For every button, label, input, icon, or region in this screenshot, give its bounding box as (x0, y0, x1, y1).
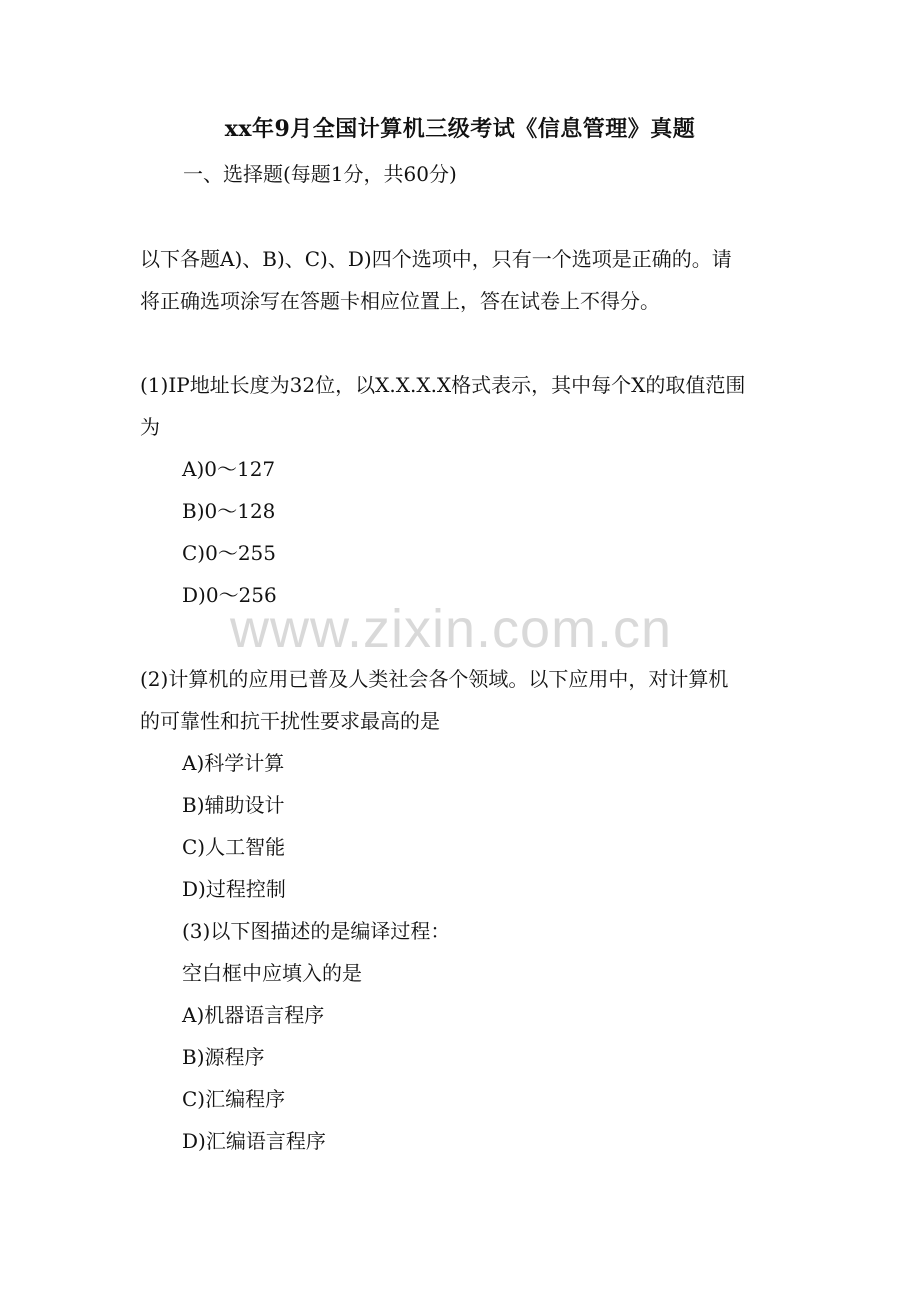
q1-stem-line-2: 为 (140, 415, 160, 439)
q1-stem-line-1: (1)IP地址长度为32位，以X.X.X.X格式表示，其中每个X的取值范围 (140, 373, 746, 397)
section-heading: 一、选择题(每题1分，共60分) (183, 162, 457, 186)
q2-option-d: D)过程控制 (182, 877, 286, 901)
q2-stem-line-2: 的可靠性和抗干扰性要求最高的是 (140, 709, 440, 733)
q3-option-a: A)机器语言程序 (182, 1003, 325, 1027)
q1-option-b: B)0～128 (182, 499, 276, 523)
q3-stem-line-2: 空白框中应填入的是 (182, 961, 362, 985)
q3-option-c: C)汇编程序 (182, 1087, 286, 1111)
q2-stem-line-1: (2)计算机的应用已普及人类社会各个领域。以下应用中，对计算机 (140, 667, 729, 691)
q2-option-a: A)科学计算 (182, 751, 285, 775)
q1-option-d: D)0～256 (182, 583, 277, 607)
q1-option-a: A)0～127 (182, 457, 276, 481)
q3-option-b: B)源程序 (182, 1045, 265, 1069)
instructions-line-2: 将正确选项涂写在答题卡相应位置上，答在试卷上不得分。 (140, 289, 660, 313)
q3-option-d: D)汇编语言程序 (182, 1129, 326, 1153)
instructions-line-1: 以下各题A)、B)、C)、D)四个选项中，只有一个选项是正确的。请 (140, 247, 732, 271)
q2-option-b: B)辅助设计 (182, 793, 285, 817)
document-title: xx年9月全国计算机三级考试《信息管理》真题 (224, 116, 696, 142)
q2-option-c: C)人工智能 (182, 835, 286, 859)
q1-option-c: C)0～255 (182, 541, 277, 565)
watermark-text: www.zixin.com.cn (230, 599, 673, 659)
q3-stem-line-1: (3)以下图描述的是编译过程： (182, 919, 451, 943)
